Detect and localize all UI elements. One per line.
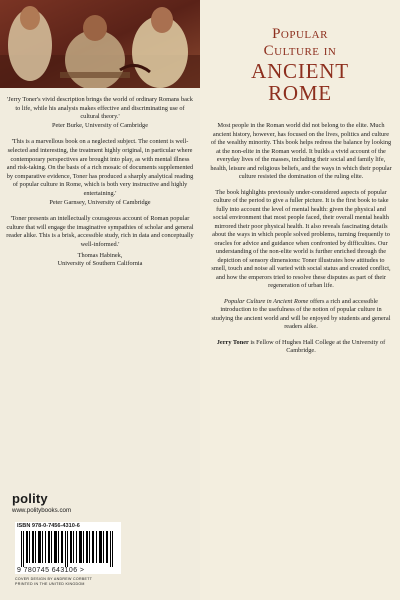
quote-text: 'Jerry Toner's vivid description brings the world of ordinary Romans back to life, while his analysis makes effective and discriminating use of cultural theory.' [7, 96, 193, 121]
book-title [200, 26, 400, 104]
quote-text: 'Toner presents an intellectually courageous account of Roman popular culture that will engage the imaginative sympathies of scholar and general reader alike. This is a brisk, accessible study, rich in data and conceptually well-informed.' [6, 215, 194, 248]
author-name: Jerry Toner [216, 338, 249, 346]
publisher-block [12, 491, 192, 514]
title-line-3: ANCIENT [251, 59, 349, 83]
cover-design-credit: COVER DESIGN BY ANDREW CORBETT [15, 577, 93, 581]
publisher-website[interactable]: www.politybooks.com [12, 507, 72, 514]
title-line-4: ROME [268, 81, 332, 105]
barcode [15, 522, 121, 574]
quote-attribution: Peter Burke, University of Cambridge [51, 121, 148, 129]
author-bio [210, 339, 392, 356]
endorsement-1 [6, 96, 194, 130]
printed-in-credit: PRINTED IN THE UNITED KINGDOM [15, 582, 85, 586]
quote-attribution: Thomas Habinek, [77, 251, 123, 259]
title-line-1: Popular [272, 26, 328, 42]
title-line-2: Culture in [263, 43, 337, 59]
quote-attribution: Peter Garnsey, University of Cambridge [49, 198, 151, 206]
isbn-label: ISBN 978-0-7456-4310-6 [17, 523, 80, 529]
publisher-logo: polity [12, 491, 48, 506]
description-paragraph-1: Most people in the Roman world did not belong to the elite. Much ancient history, however, has focused on the lives, politics and culture of the wealthy minority. This book helps redress the balance by looking at the non-elite in the Roman world. It builds a vivid account of the everyday lives of the masses, including their social and family life, health, leisure and religious beliefs, and the ways in which their popular culture resisted the domination of the ruling elite. [210, 122, 392, 180]
paragraph-3-text: offers a rich and accessible introduction to the usefulness of the notion of popular culture in studying the ancient world and will be enjoyed by students and general readers alike. [211, 297, 391, 330]
author-bio-text: is Fellow of Hughes Hall College at the University of Cambridge. [248, 338, 386, 354]
book-description [210, 122, 392, 363]
description-paragraph-2: The book highlights previously under-considered aspects of popular culture of the period to give a fuller picture. It is the first book to take fully into account the level of mental health: given the physical and social environment that most people faced, their overall mental health mirrored their poor physical health. It also reveals fascinating details about the ways in which people solved problems, turning frequently to oracles for advice and guidance when confronted by difficulties. Our understanding of the non-elite world is further enriched through the depiction of sensory dimensions: Toner illustrates how attitudes to smell, touch and noise all varied with social status and created conflict, and how the emperors tried to resolve these disputes as part of their regeneration of urban life. [211, 188, 391, 289]
barcode-number: 9 780745 643106 > [17, 567, 85, 574]
credits [15, 577, 92, 587]
fresco-image [0, 0, 200, 88]
description-paragraph-3 [210, 298, 392, 332]
fresco-illustration [0, 0, 200, 88]
quote-attribution-affiliation: University of Southern California [57, 260, 143, 268]
endorsement-3 [6, 215, 194, 269]
book-title-italic: Popular Culture in Ancient Rome [224, 297, 309, 305]
endorsements [6, 96, 194, 277]
endorsement-2 [6, 138, 194, 207]
barcode-bars [21, 531, 115, 567]
quote-text: 'This is a marvellous book on a neglected subject. The content is well-selected and interesting, the treatment highly original, in particular where contemporary perspectives are brought into play, as with mental illness and risk-taking. On the basis of a rich mosaic of documents supplemented by comparative evidence, Toner has produced a sharply analytical reading of popular culture in Rome, which is both very instructive and highly entertaining.' [6, 138, 194, 197]
